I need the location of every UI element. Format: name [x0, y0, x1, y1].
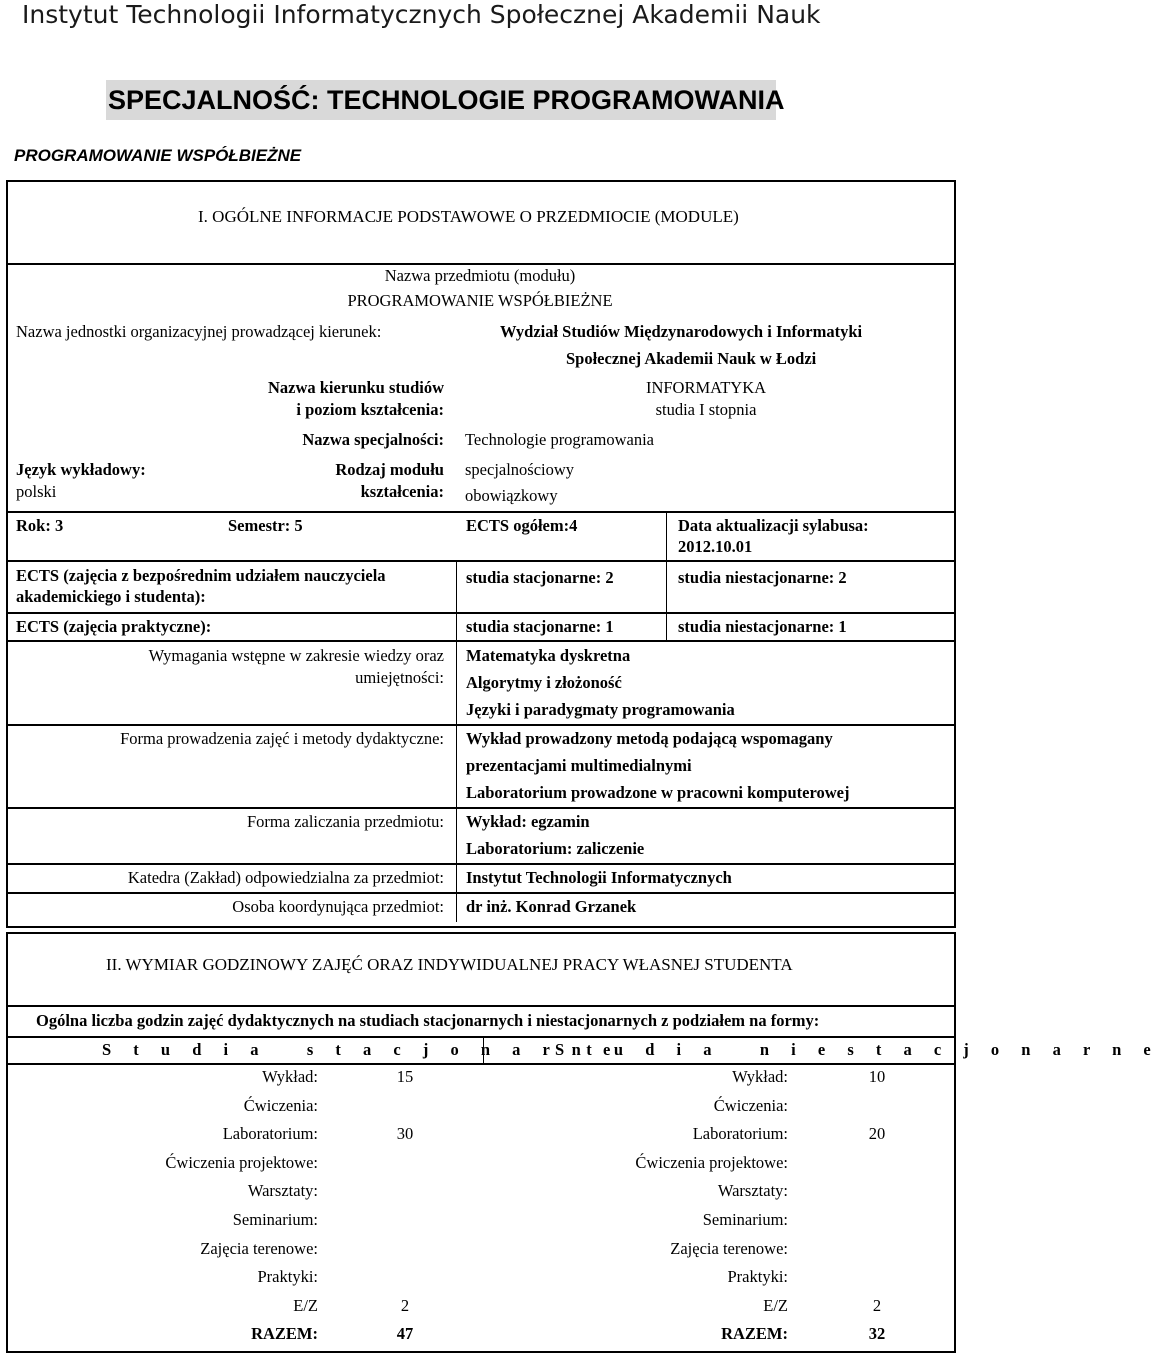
hours-label-part: Wykład: — [732, 1067, 788, 1086]
prereq-label-line1: Wymagania wstępne w zakresie wiedzy oraz — [148, 646, 444, 665]
ects-direct-label-line1: ECTS (zajęcia z bezpośrednim udziałem nauczyciela — [16, 566, 386, 585]
section2-title-divider — [6, 1005, 956, 1007]
unit-label: Nazwa jednostki organizacyjnej prowadzącej kierunek: — [16, 322, 382, 341]
hours-label-full: Laboratorium: — [222, 1124, 318, 1143]
section2-title: II. WYMIAR GODZINOWY ZAJĘĆ ORAZ INDYWIDUALNEJ PRACY WŁASNEJ STUDENTA — [106, 955, 793, 974]
part-time-header: S t u d i a n i e s t a c j o n a r n e — [555, 1040, 1160, 1059]
section1-title: I. OGÓLNE INFORMACJE PODSTAWOWE O PRZEDMIOCIE (MODULE) — [198, 207, 739, 226]
module-type-label-line1: Rodzaj modułu — [335, 460, 444, 479]
hours-label-part: Seminarium: — [702, 1210, 788, 1229]
update-date: 2012.10.01 — [678, 537, 753, 556]
ects-direct-full: studia stacjonarne: 2 — [466, 568, 614, 587]
hours-value-part: 2 — [872, 1296, 882, 1315]
subject-name: PROGRAMOWANIE WSPÓŁBIEŻNE — [347, 291, 613, 310]
ects-direct-label-line2: akademickiego i studenta): — [16, 587, 206, 606]
hours-value-part: 10 — [868, 1067, 886, 1086]
year: Rok: 3 — [16, 516, 64, 535]
row-divider-ects-direct — [6, 560, 956, 562]
module-type-label-line2: kształcenia: — [360, 482, 444, 501]
section1-title-divider — [6, 263, 956, 265]
coordinator-value: dr inż. Konrad Grzanek — [466, 897, 637, 916]
hours-value-full: 47 — [396, 1324, 414, 1343]
assessment-item: Wykład: egzamin — [466, 812, 590, 831]
methods-item: Wykład prowadzony metodą podającą wspomagany — [466, 729, 833, 748]
ects-total: ECTS ogółem:4 — [466, 516, 578, 535]
hours-value-part: 20 — [868, 1124, 886, 1143]
hours-label-part: Ćwiczenia projektowe: — [635, 1153, 788, 1172]
unit-value-line2: Społecznej Akademii Nauk w Łodzi — [566, 349, 817, 368]
hours-label-part: Warsztaty: — [717, 1181, 788, 1200]
methods-item: prezentacjami multimedialnymi — [466, 756, 692, 775]
row-divider-department — [6, 863, 956, 865]
row-divider-assessment — [6, 807, 956, 809]
ects-practical-part: studia niestacjonarne: 1 — [678, 617, 847, 636]
spec-label: Nazwa specjalności: — [302, 430, 444, 449]
field-value-line1: INFORMATYKA — [645, 378, 767, 397]
hours-value-full: 2 — [400, 1296, 410, 1315]
hours-label-full: Warsztaty: — [247, 1181, 318, 1200]
row-divider-ects-practical — [6, 612, 956, 614]
field-value-line2: studia I stopnia — [655, 400, 757, 419]
department-value: Instytut Technologii Informatycznych — [466, 868, 732, 887]
hours-label-full: E/Z — [293, 1296, 318, 1315]
module-type-line1: specjalnościowy — [465, 460, 575, 479]
hours-label-full: Wykład: — [262, 1067, 318, 1086]
ects-direct-part: studia niestacjonarne: 2 — [678, 568, 847, 587]
col-divider-b — [456, 562, 457, 640]
field-label-line2: i poziom kształcenia: — [296, 400, 444, 419]
prereq-item: Języki i paradygmaty programowania — [466, 700, 735, 719]
hours-label-part: RAZEM: — [721, 1324, 788, 1343]
institute-header: Instytut Technologii Informatycznych Społecznej Akademii Nauk — [22, 0, 821, 29]
hours-label-part: Zajęcia terenowe: — [670, 1239, 788, 1258]
hours-label-part: Laboratorium: — [692, 1124, 788, 1143]
semester: Semestr: 5 — [228, 516, 303, 535]
unit-value-line1: Wydział Studiów Międzynarodowych i Informatyki — [500, 322, 863, 341]
language-value: polski — [16, 482, 57, 501]
hours-label-full: Ćwiczenia: — [243, 1096, 318, 1115]
row-divider-headers — [6, 1036, 956, 1038]
col-divider-details — [456, 642, 457, 922]
ects-practical-label: ECTS (zajęcia praktyczne): — [16, 617, 212, 636]
spec-value: Technologie programowania — [465, 430, 654, 449]
section2-intro: Ogólna liczba godzin zajęć dydaktycznych na studiach stacjonarnych i niestacjonarnych z podziałem na formy: — [36, 1011, 820, 1030]
hours-label-part: Ćwiczenia: — [713, 1096, 788, 1115]
prereq-label-line2: umiejętności: — [355, 668, 444, 687]
specialization-title: SPECJALNOŚĆ: TECHNOLOGIE PROGRAMOWANIA — [106, 80, 776, 120]
subject-name-label: Nazwa przedmiotu (modułu) — [384, 266, 576, 285]
row-divider-year — [6, 511, 956, 513]
update-label: Data aktualizacji sylabusa: — [678, 516, 869, 535]
prereq-item: Matematyka dyskretna — [466, 646, 631, 665]
hours-label-full: Zajęcia terenowe: — [200, 1239, 318, 1258]
hours-value-part: 32 — [868, 1324, 886, 1343]
row-divider-coordinator — [6, 892, 956, 894]
assessment-label: Forma zaliczania przedmiotu: — [246, 812, 444, 831]
department-label: Katedra (Zakład) odpowiedzialna za przedmiot: — [127, 868, 444, 887]
hours-value-full: 30 — [396, 1124, 414, 1143]
row-divider-methods — [6, 724, 956, 726]
assessment-item: Laboratorium: zaliczenie — [466, 839, 645, 858]
hours-label-full: RAZEM: — [251, 1324, 318, 1343]
hours-label-full: Seminarium: — [232, 1210, 318, 1229]
prereq-item: Algorytmy i złożoność — [466, 673, 622, 692]
hours-label-part: Praktyki: — [727, 1267, 788, 1286]
coordinator-label: Osoba koordynująca przedmiot: — [232, 897, 444, 916]
row-divider-prereq — [6, 640, 956, 642]
header-underline — [6, 1063, 956, 1065]
methods-label: Forma prowadzenia zajęć i metody dydaktyczne: — [120, 729, 444, 748]
subject-heading: PROGRAMOWANIE WSPÓŁBIEŻNE — [14, 146, 302, 165]
methods-item: Laboratorium prowadzone w pracowni komputerowej — [466, 783, 850, 802]
hours-label-full: Praktyki: — [257, 1267, 318, 1286]
language-label: Język wykładowy: — [16, 460, 146, 479]
hours-value-full: 15 — [396, 1067, 414, 1086]
full-time-header: S t u d i a s t a c j o n a r n e — [102, 1040, 620, 1059]
col-divider-a — [666, 513, 667, 640]
hours-label-full: Ćwiczenia projektowe: — [165, 1153, 318, 1172]
module-type-line2: obowiązkowy — [465, 486, 558, 505]
ects-practical-full: studia stacjonarne: 1 — [466, 617, 614, 636]
hours-label-part: E/Z — [763, 1296, 788, 1315]
col-divider-hours-left — [483, 1038, 484, 1064]
field-label-line1: Nazwa kierunku studiów — [267, 378, 444, 397]
